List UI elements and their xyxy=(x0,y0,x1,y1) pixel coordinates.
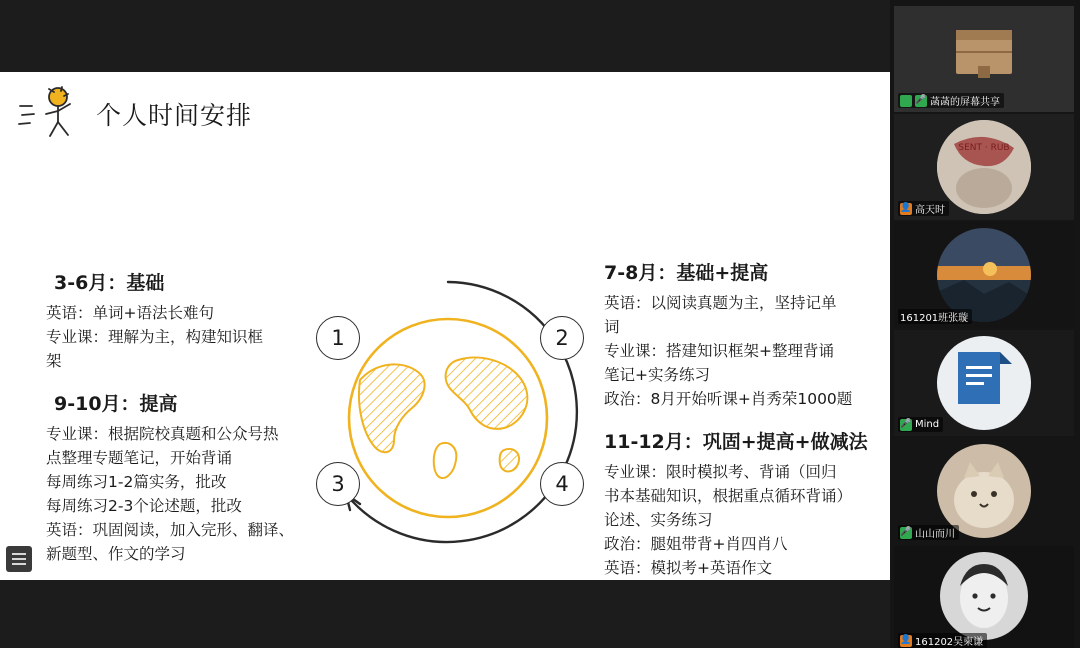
participant-filmstrip[interactable] xyxy=(890,0,1080,648)
block-heading: 9-10月：提高 xyxy=(54,393,178,416)
participant-name-chip xyxy=(898,93,1004,108)
cycle-number-3: 3 xyxy=(316,462,360,506)
cycle-number-4: 4 xyxy=(540,462,584,506)
participant-tile[interactable] xyxy=(894,330,1074,436)
slide-block-9-10 xyxy=(46,389,298,566)
block-line: 新题型、作文的学习 xyxy=(46,545,186,564)
svg-text:SENT · RUB: SENT · RUB xyxy=(958,143,1010,153)
microphone-icon: 🎤 xyxy=(900,527,912,537)
block-line: 书本基础知识，根据重点循环背诵） xyxy=(604,487,853,506)
block-line: 点整理专题笔记，开始背诵 xyxy=(46,449,233,468)
menu-line-icon xyxy=(12,553,26,555)
participant-name: 161201班张璇 xyxy=(900,313,969,324)
mascot-doodle-icon xyxy=(16,84,88,146)
block-line: 架 xyxy=(46,352,62,371)
participant-name: 菡菡的屏幕共享 xyxy=(930,97,1000,108)
participant-tile[interactable] xyxy=(894,546,1074,648)
menu-line-icon xyxy=(12,563,26,565)
microphone-icon: 🎤 xyxy=(900,419,912,429)
block-line: 每周练习1-2篇实务，批改 xyxy=(46,473,227,492)
slide-right-column xyxy=(604,258,890,580)
participant-name-chip xyxy=(898,309,972,324)
presentation-slide xyxy=(0,72,890,580)
participant-name: 161202吴柬谦 xyxy=(915,637,984,648)
slide-left-column xyxy=(46,268,298,580)
participant-name-chip xyxy=(898,201,949,216)
microphone-icon: 🎤 xyxy=(915,95,927,105)
block-line: 论述、实务练习 xyxy=(604,511,713,530)
participant-name: 山山而川 xyxy=(915,529,955,540)
block-body xyxy=(46,422,298,566)
block-body xyxy=(604,291,890,411)
block-line: 政治：腿姐带背+肖四肖八 xyxy=(604,535,788,554)
participant-tile[interactable] xyxy=(894,222,1074,328)
participant-name-chip xyxy=(898,525,959,540)
block-body xyxy=(604,460,890,580)
slide-header xyxy=(0,72,890,152)
block-line: 笔记+实务练习 xyxy=(604,366,710,385)
block-heading: 3-6月：基础 xyxy=(54,272,165,294)
microphone-muted-icon: 👤 xyxy=(900,203,912,213)
cycle-ring-graphic xyxy=(298,268,598,558)
slide-block-7-8 xyxy=(604,258,890,411)
participant-tile[interactable] xyxy=(894,114,1074,220)
menu-line-icon xyxy=(12,558,26,560)
microphone-muted-icon: 👤 xyxy=(900,635,912,645)
cycle-diagram xyxy=(298,268,598,558)
slide-block-11-12 xyxy=(604,427,890,580)
block-line: 英语：单词+语法长难句 xyxy=(46,304,214,322)
block-line: 专业课：根据院校真题和公众号热 xyxy=(46,425,279,444)
block-line: 英语：以阅读真题为主，坚持记单 xyxy=(604,294,837,312)
participant-name-chip xyxy=(898,633,987,648)
slide-options-button[interactable] xyxy=(6,546,32,572)
block-line: 专业课：搭建知识框架+整理背诵 xyxy=(604,342,834,361)
participant-name-chip xyxy=(898,417,943,432)
participant-tile[interactable] xyxy=(894,6,1074,112)
block-heading: 11-12月：巩固+提高+做减法 xyxy=(604,431,868,454)
participant-tile[interactable] xyxy=(894,438,1074,544)
screen-share-icon xyxy=(900,95,912,107)
block-line: 词 xyxy=(604,318,620,337)
cycle-number-2: 2 xyxy=(540,316,584,360)
participant-name: Mind xyxy=(915,419,940,430)
block-line: 英语：巩固阅读，加入完形、翻译、 xyxy=(46,521,295,540)
block-line: 专业课：理解为主，构建知识框 xyxy=(46,328,264,347)
block-line: 每周练习2-3个论述题，批改 xyxy=(46,497,242,516)
participant-name: 高天时 xyxy=(915,205,945,216)
block-line: 英语：模拟考+英语作文 xyxy=(604,559,772,578)
block-heading: 7-8月：基础+提高 xyxy=(604,262,769,284)
block-line: 政治：8月开始听课+肖秀荣1000题 xyxy=(604,390,853,409)
block-body xyxy=(46,301,298,373)
block-line: 专业课：限时模拟考、背诵（回归 xyxy=(604,463,837,482)
cycle-number-1: 1 xyxy=(316,316,360,360)
slide-title: 个人时间安排 xyxy=(96,101,253,130)
slide-block-3-6 xyxy=(46,268,298,373)
